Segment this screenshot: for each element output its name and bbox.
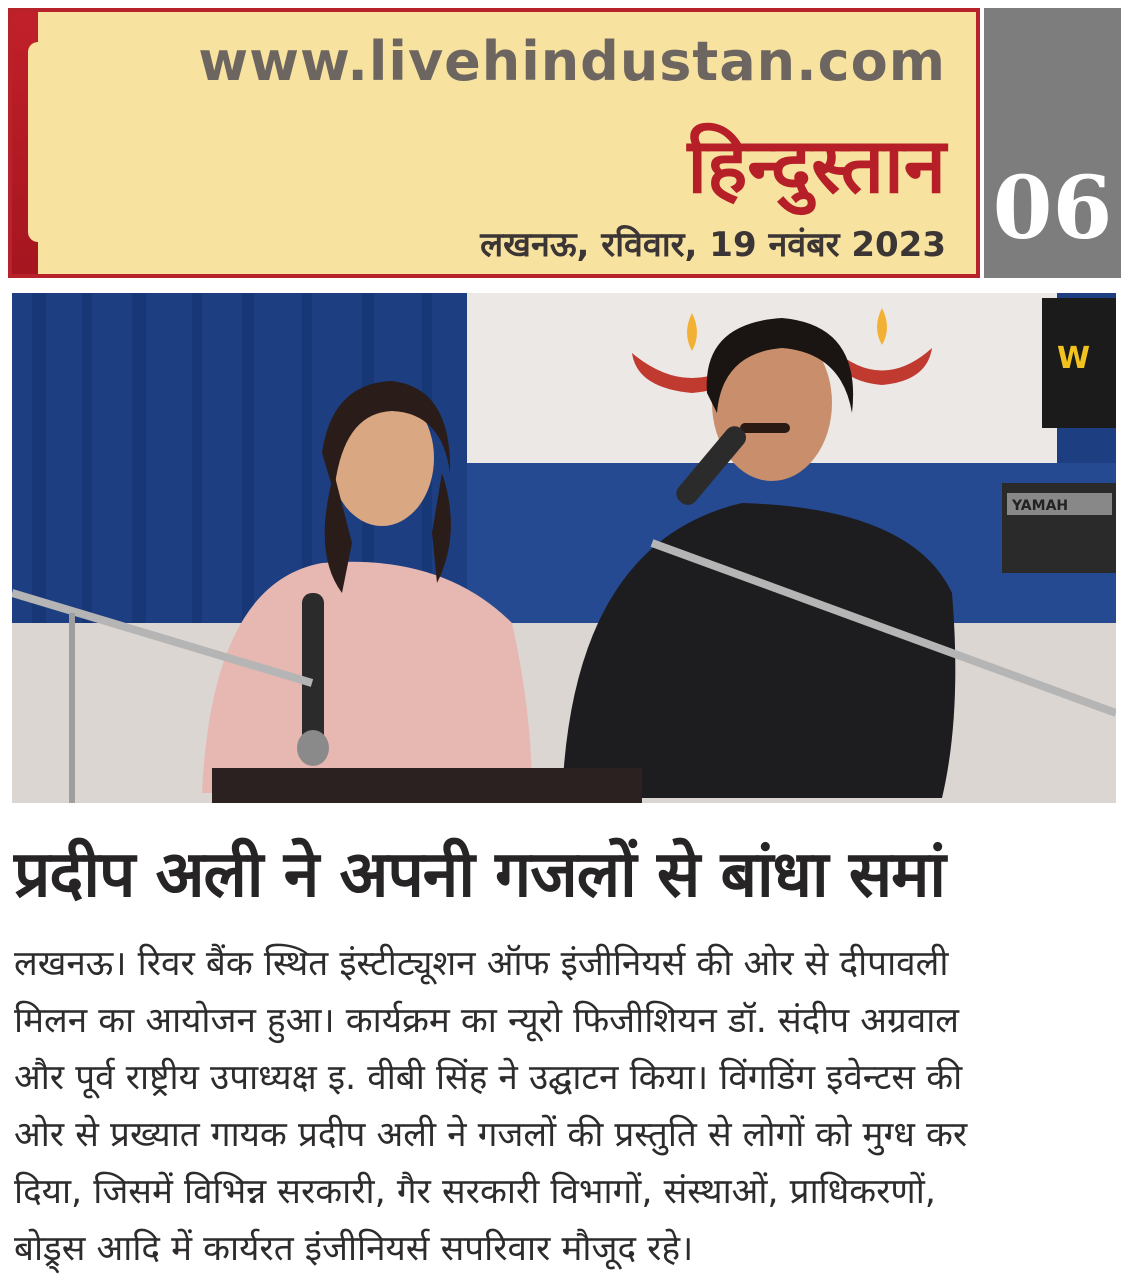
dateline: लखनऊ, रविवार, 19 नवंबर 2023	[480, 225, 946, 265]
article-body-line: ओर से प्रख्यात गायक प्रदीप अली ने गजलों की प्रस्तुति से लोगों को मुग्ध कर	[14, 1115, 968, 1155]
masthead-red-accent	[12, 12, 38, 274]
article-photo	[12, 293, 1116, 803]
article-body-line: दिया, जिसमें विभिन्न सरकारी, गैर सरकारी विभागों, संस्थाओं, प्राधिकरणों,	[14, 1172, 936, 1212]
keyboard-brand: YAMAH	[1012, 498, 1069, 514]
banner-text: W	[1057, 341, 1091, 376]
article-body-line: मिलन का आयोजन हुआ। कार्यक्रम का न्यूरो फिजीशियन डॉ. संदीप अग्रवाल	[14, 1001, 960, 1041]
article-body-line: और पूर्व राष्ट्रीय उपाध्यक्ष इ. वीबी सिंह ने उद्घाटन किया। विंगडिंग इवेन्टस की	[14, 1058, 963, 1098]
harmonium	[212, 768, 642, 803]
concert-photo-illustration	[12, 293, 1116, 803]
page-number-box	[984, 8, 1121, 278]
article-headline: प्रदीप अली ने अपनी गजलों से बांधा समां	[14, 838, 945, 912]
article-body	[14, 936, 1116, 1278]
newspaper-logo-title: हिन्दुस्तान	[687, 121, 946, 210]
site-url: www.livehindustan.com	[198, 30, 946, 93]
article-body-line: लखनऊ। रिवर बैंक स्थित इंस्टीट्यूशन ऑफ इंजीनियर्स की ओर से दीपावली	[14, 944, 949, 984]
masthead-banner	[8, 8, 980, 278]
article-body-line: बोड्र्स आदि में कार्यरत इंजीनियर्स सपरिवार मौजूद रहे।	[14, 1229, 694, 1269]
page-number: 06	[992, 158, 1113, 259]
masthead	[8, 8, 1121, 278]
